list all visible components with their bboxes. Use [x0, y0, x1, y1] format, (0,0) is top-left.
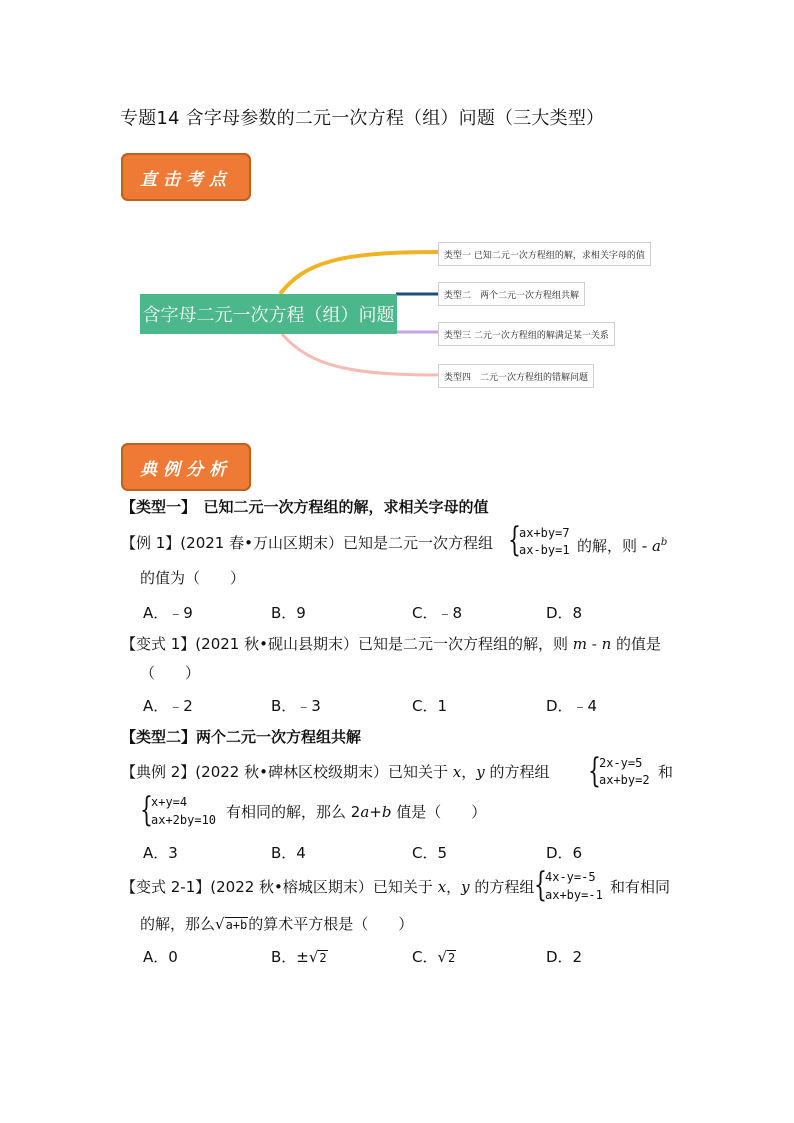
- example1-line2: 的值为（ ）: [140, 569, 246, 587]
- example1-option-c: C．﹣8: [412, 604, 463, 622]
- brace: {: [534, 865, 547, 905]
- variation1-text: [121, 633, 661, 655]
- mindmap-connectors: [0, 0, 794, 420]
- example1-option-d: D．8: [546, 604, 583, 622]
- variation2-text: [121, 876, 534, 898]
- var-y: y: [476, 763, 485, 781]
- variation1-option-c: C．1: [412, 697, 448, 715]
- variation2-suffix: 和有相同: [610, 878, 671, 896]
- mindmap-branch-1: 类型一 已知二元一次方程组的解，求相关字母的值: [438, 242, 651, 266]
- var-x: x: [437, 878, 447, 896]
- example2-sysB-eq2: ax+2by=10: [151, 813, 217, 827]
- example2-and: 和: [658, 763, 674, 781]
- example2-sysA-eq1: 2x-y=5: [599, 756, 643, 770]
- example1-system: [508, 520, 588, 564]
- radicand: 2: [319, 951, 327, 965]
- example1-eq1: ax+by=7: [519, 526, 570, 540]
- variation1-option-b: B．﹣3: [271, 697, 321, 715]
- var-b: b: [381, 803, 392, 821]
- example1-option-b: B．9: [271, 604, 306, 622]
- variation2-prefix: 【变式 2-1】(2022 秋•榕城区期末）已知关于: [121, 878, 438, 896]
- example1-text: [121, 532, 493, 554]
- variation1-option-d: D．﹣4: [546, 697, 598, 715]
- variation1-expr: m - n: [572, 635, 612, 653]
- example2-system-a: [588, 751, 668, 795]
- var-x: x: [452, 763, 462, 781]
- variation1-line2: （ ）: [140, 664, 201, 682]
- mindmap-branch-4: 类型四 二元一次方程组的错解问题: [438, 364, 594, 388]
- example1-eq2: ax-by=1: [519, 543, 570, 557]
- mindmap-central-topic: 含字母二元一次方程（组）问题: [140, 294, 397, 334]
- brace: {: [140, 790, 153, 830]
- variation2-line2b: 的算术平方根是（ ）: [248, 915, 414, 933]
- variation2-option-d: D．2: [546, 948, 583, 966]
- brace: {: [588, 751, 601, 791]
- plus: +: [369, 803, 382, 821]
- example2-option-c: C．5: [412, 844, 448, 862]
- variation2-eq1: 4x-y=-5: [545, 870, 596, 884]
- variation2-mid: 的方程组: [469, 878, 535, 896]
- example1-option-a: A．﹣9: [143, 604, 193, 622]
- radicand: 2: [448, 951, 456, 965]
- option-b-label: B．±: [271, 948, 309, 966]
- variation2-option-c: [412, 946, 456, 967]
- sqrt-expression: √a+b: [215, 915, 248, 933]
- variation2-option-a: A．0: [143, 948, 178, 966]
- example1-suffix: [577, 532, 667, 557]
- variation2-line2: [140, 913, 413, 936]
- variation1-line1a: 【变式 1】(2021 秋•砚山县期末）已知是二元一次方程组的解，则: [121, 635, 573, 653]
- example2-mid: 的方程组: [484, 763, 550, 781]
- brace: {: [508, 520, 521, 560]
- branch-line-1: [280, 252, 438, 294]
- section-banner-key-points: 直击考点: [121, 153, 251, 201]
- example1-base: a: [651, 537, 661, 555]
- sqrt-two: √2: [308, 948, 327, 966]
- variation1-line1b: 的值是: [611, 635, 662, 653]
- example1-suffix-text: 的解，则 -: [577, 537, 652, 555]
- section-banner-examples: 典例分析: [121, 443, 251, 491]
- variation2-system: [534, 865, 619, 909]
- example2-prefix: 【典例 2】(2022 秋•碑林区校级期末）已知关于: [121, 763, 453, 781]
- option-c-label: C．: [412, 948, 438, 966]
- page-title: 专题14 含字母参数的二元一次方程（组）问题（三大类型）: [120, 108, 605, 129]
- mindmap-branch-3: 类型三 二元一次方程组的解满足某一关系: [438, 322, 615, 346]
- example2-option-a: A．3: [143, 844, 178, 862]
- type2-heading: 【类型二】两个二元一次方程组共解: [121, 728, 362, 746]
- example2-text: [121, 761, 549, 783]
- example1-exponent: b: [660, 537, 668, 548]
- var-a: a: [360, 803, 370, 821]
- example2-sysB-eq1: x+y=4: [151, 795, 188, 809]
- example2-option-b: B．4: [271, 844, 306, 862]
- variation2-eq2: ax+by=-1: [545, 888, 603, 902]
- var-y: y: [461, 878, 470, 896]
- type1-heading: 【类型一】 已知二元一次方程组的解，求相关字母的值: [121, 498, 489, 516]
- example2-sysA-eq2: ax+by=2: [599, 773, 650, 787]
- branch-line-4: [282, 334, 438, 375]
- example2-line2b: 值是（ ）: [391, 803, 487, 821]
- example2-line2a: 有相同的解，那么 2: [226, 803, 361, 821]
- example2-line2: [226, 801, 486, 823]
- example1-prefix: 【例 1】(2021 春•万山区期末）已知是二元一次方程组: [121, 534, 493, 552]
- example2-option-d: D．6: [546, 844, 583, 862]
- mindmap-branch-2: 类型二 两个二元一次方程组共解: [438, 282, 585, 306]
- example2-system-b: [140, 790, 235, 834]
- variation2-option-b: [271, 946, 328, 967]
- comma: ，: [461, 763, 477, 781]
- radicand: a+b: [225, 918, 248, 932]
- variation1-option-a: A．﹣2: [143, 697, 193, 715]
- sqrt-two: √2: [437, 948, 456, 966]
- variation2-line2a: 的解，那么: [140, 915, 216, 933]
- comma: ，: [446, 878, 462, 896]
